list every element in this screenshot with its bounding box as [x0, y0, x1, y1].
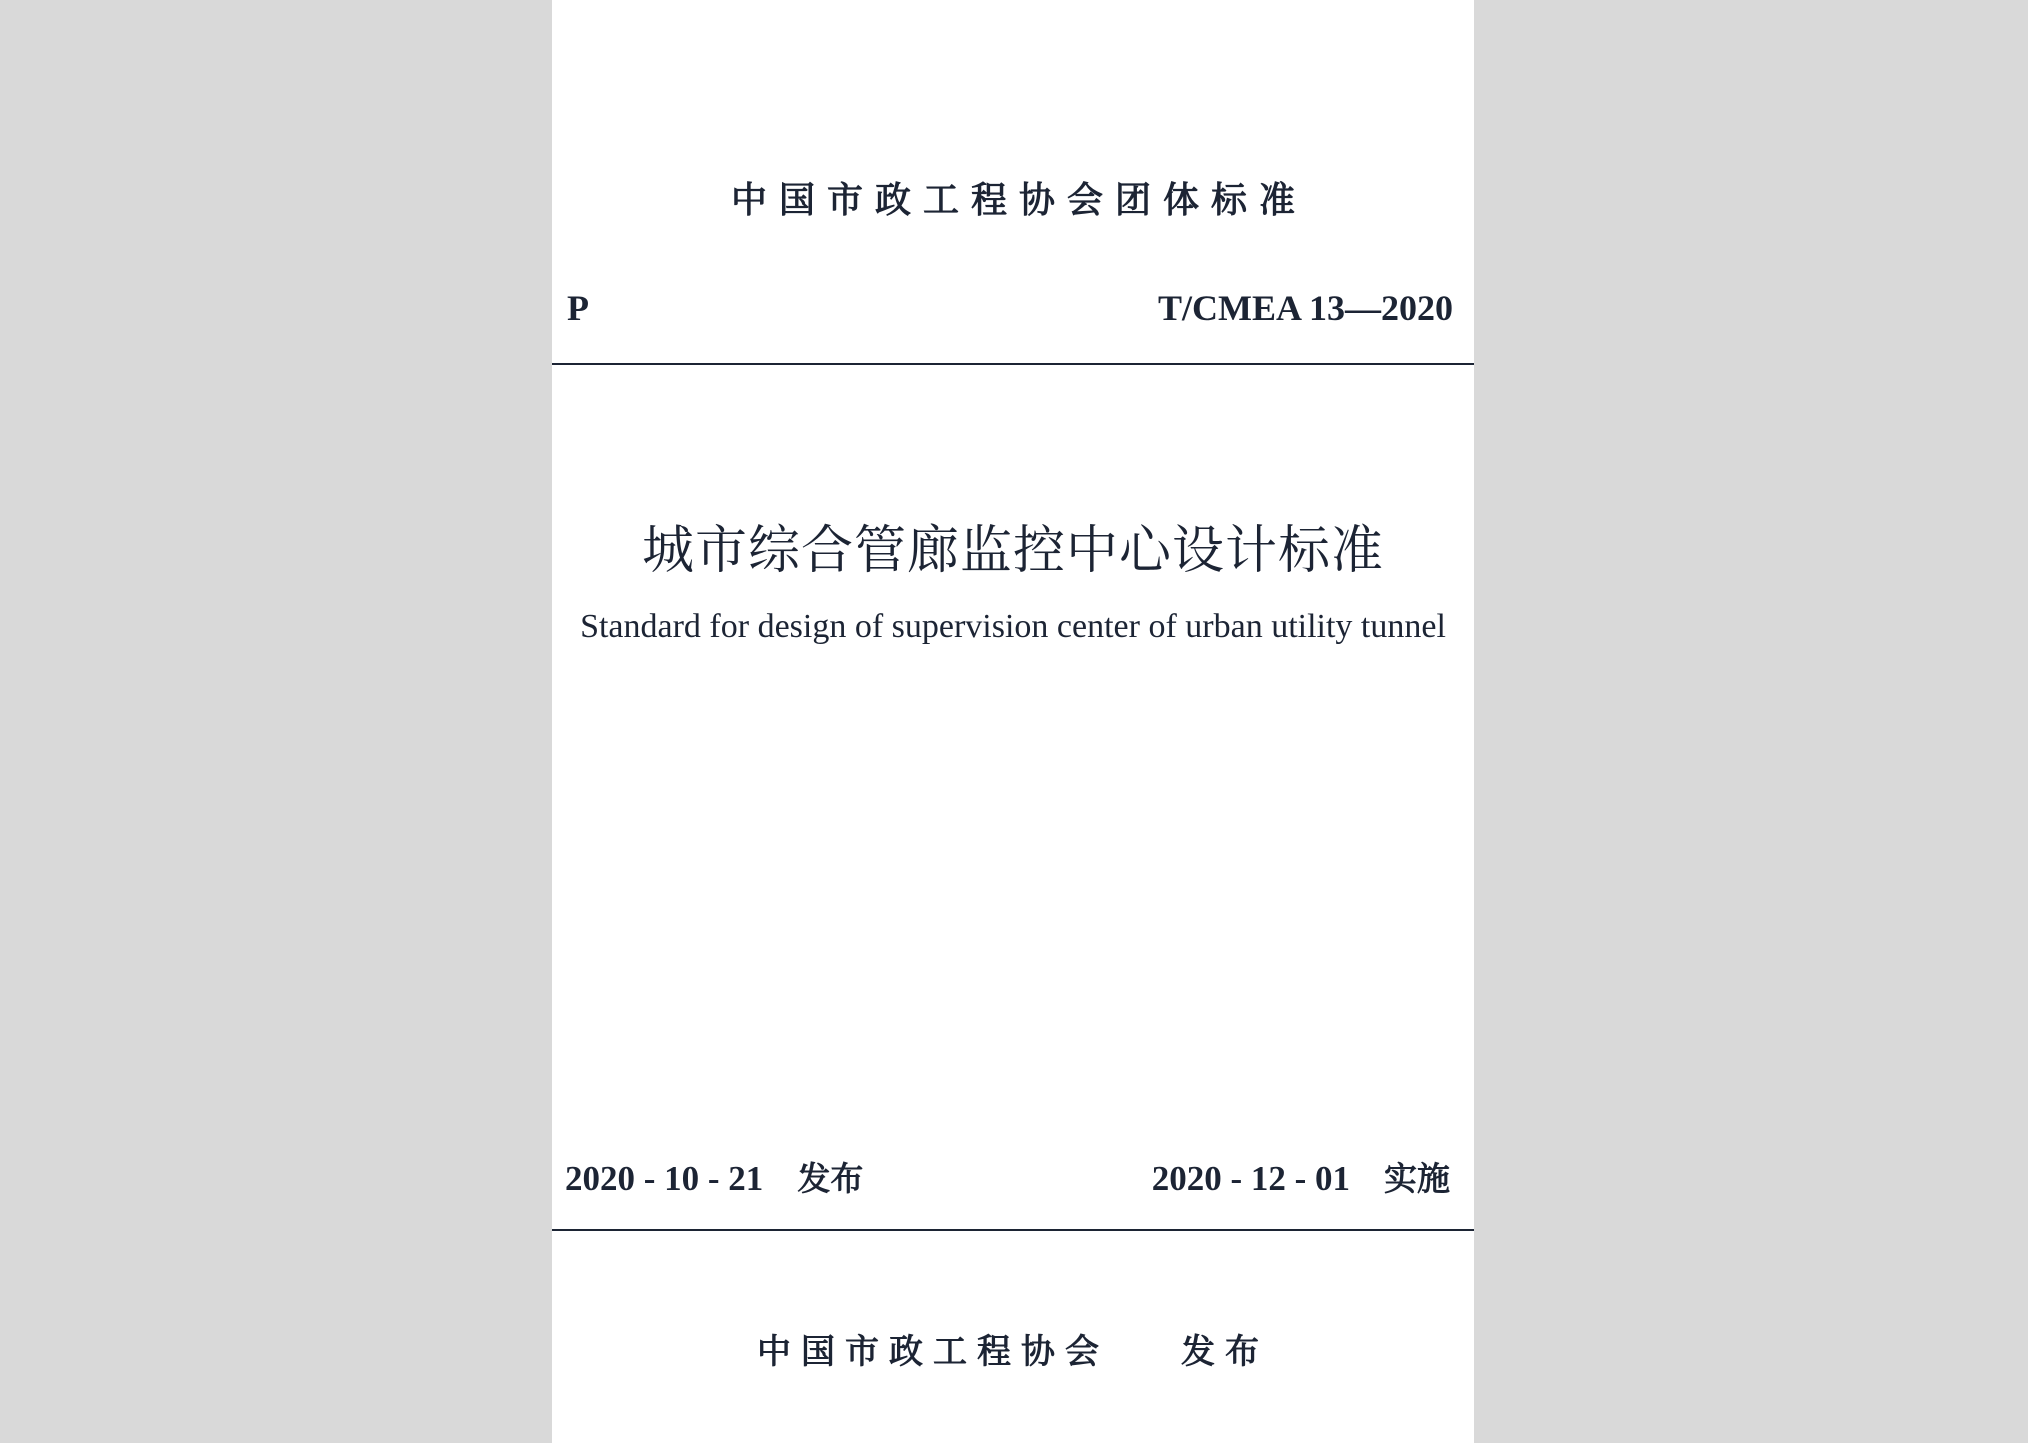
issue-date: 2020 - 10 - 21 — [565, 1159, 764, 1198]
standard-number: T/CMEA 13—2020 — [1157, 288, 1453, 328]
issue-label: 发布 — [797, 1159, 864, 1198]
implement-date: 2020 - 12 - 01 — [1151, 1159, 1350, 1198]
publisher-action: 发布 — [1181, 1332, 1269, 1372]
document-cover-page — [552, 0, 1474, 1443]
implement-date-row — [1152, 1153, 1450, 1200]
title-chinese: 城市综合管廊监控中心设计标准 — [641, 521, 1384, 581]
header-divider — [552, 363, 1474, 365]
footer-divider — [552, 1229, 1474, 1231]
classification-code: P — [567, 288, 589, 328]
implement-label: 实施 — [1384, 1159, 1450, 1198]
issue-date-row — [565, 1153, 863, 1200]
title-english: Standard for design of supervision center of urban utility tunnel — [580, 608, 1446, 645]
publisher-line — [552, 1324, 1474, 1373]
standard-series-heading: 中国市政工程协会团体标准 — [730, 180, 1307, 221]
publisher-name: 中国市政工程协会 — [757, 1332, 1109, 1372]
